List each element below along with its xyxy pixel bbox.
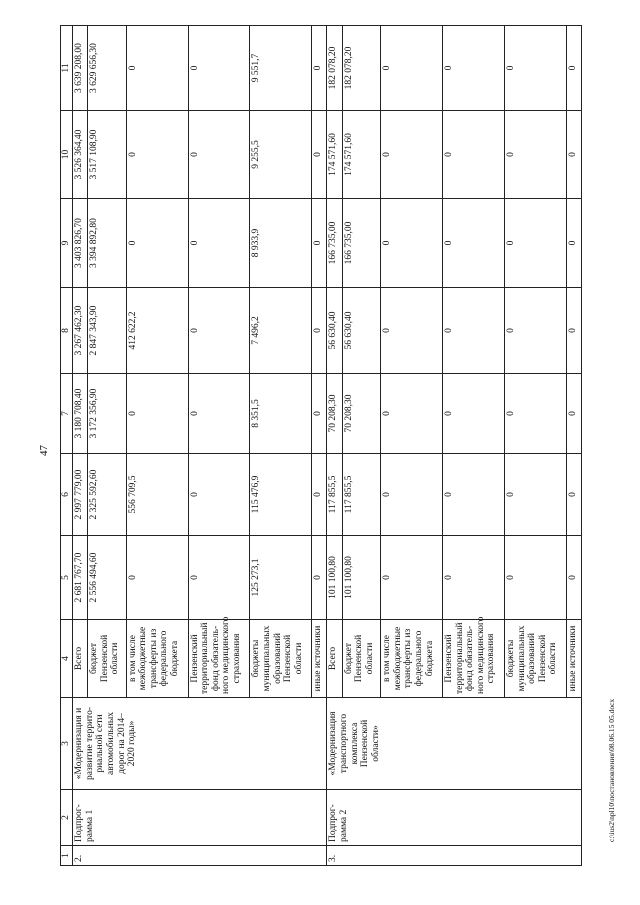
amount-cell: 0 (381, 199, 443, 288)
funding-source-cell: Пензенский территориальный фонд обязатель- ного медицинского страхования (188, 620, 250, 698)
amount-cell: 0 (442, 454, 504, 536)
amount-cell: 0 (312, 199, 327, 288)
amount-cell: 117 855,5 (342, 454, 381, 536)
amount-cell: 0 (504, 454, 566, 536)
table-row (73, 26, 88, 866)
amount-cell: 2 997 779,00 (73, 454, 88, 536)
amount-cell: 9 255,5 (250, 111, 312, 199)
subprogram-cell: Подпрог- рамма 2 (327, 790, 582, 846)
funding-source-cell: бюджет Пензенской области (342, 620, 381, 698)
funding-source-cell: иные источники (566, 620, 581, 698)
amount-cell: 0 (188, 454, 250, 536)
header-cell: 10 (61, 111, 73, 199)
amount-cell: 101 100,80 (342, 536, 381, 620)
header-cell: 4 (61, 620, 73, 698)
amount-cell: 0 (381, 26, 443, 111)
header-row (61, 26, 73, 866)
row-number-cell: 3. (327, 846, 582, 866)
amount-cell: 70 208,30 (327, 374, 342, 454)
amount-cell: 0 (126, 199, 188, 288)
amount-cell: 0 (381, 374, 443, 454)
amount-cell: 0 (381, 536, 443, 620)
amount-cell: 117 855,5 (327, 454, 342, 536)
amount-cell: 182 078,20 (327, 26, 342, 111)
amount-cell: 174 571,60 (327, 111, 342, 199)
funding-source-cell: бюджет Пензенской области (88, 620, 127, 698)
header-cell: 11 (61, 26, 73, 111)
amount-cell: 0 (188, 111, 250, 199)
amount-cell: 101 100,80 (327, 536, 342, 620)
amount-cell: 0 (566, 199, 581, 288)
amount-cell: 2 325 592,60 (88, 454, 127, 536)
amount-cell: 0 (188, 288, 250, 374)
amount-cell: 0 (381, 454, 443, 536)
amount-cell: 2 681 767,70 (73, 536, 88, 620)
amount-cell: 0 (312, 288, 327, 374)
amount-cell: 0 (442, 536, 504, 620)
subprogram-name-cell: «Модернизация транспортного комплекса Пензенской области» (327, 698, 582, 790)
amount-cell: 0 (442, 288, 504, 374)
header-cell: 9 (61, 199, 73, 288)
rotated-table-container (60, 26, 582, 866)
amount-cell: 0 (312, 26, 327, 111)
amount-cell: 166 735,00 (342, 199, 381, 288)
amount-cell: 182 078,20 (342, 26, 381, 111)
amount-cell: 0 (566, 454, 581, 536)
amount-cell: 3 180 708,40 (73, 374, 88, 454)
header-cell: 8 (61, 288, 73, 374)
amount-cell: 0 (566, 288, 581, 374)
amount-cell: 166 735,00 (327, 199, 342, 288)
amount-cell: 0 (566, 26, 581, 111)
subprogram-name-cell: «Модернизация и развитие террито- риальной сети автомобильных дорог на 2014– 2020 годы» (73, 698, 327, 790)
amount-cell: 2 556 494,60 (88, 536, 127, 620)
funding-source-cell: Всего (327, 620, 342, 698)
amount-cell: 0 (442, 374, 504, 454)
amount-cell: 0 (188, 536, 250, 620)
header-cell: 3 (61, 698, 73, 790)
amount-cell: 0 (312, 454, 327, 536)
row-number-cell: 2. (73, 846, 327, 866)
amount-cell: 0 (126, 536, 188, 620)
amount-cell: 0 (381, 288, 443, 374)
amount-cell: 0 (188, 26, 250, 111)
header-cell: 1 (61, 846, 73, 866)
amount-cell: 0 (188, 199, 250, 288)
amount-cell: 3 639 208,00 (73, 26, 88, 111)
header-cell: 7 (61, 374, 73, 454)
amount-cell: 0 (504, 288, 566, 374)
amount-cell: 0 (442, 111, 504, 199)
amount-cell: 3 403 826,70 (73, 199, 88, 288)
amount-cell: 0 (504, 26, 566, 111)
amount-cell: 0 (566, 374, 581, 454)
budget-table (60, 25, 582, 866)
header-cell: 6 (61, 454, 73, 536)
amount-cell: 2 847 343,90 (88, 288, 127, 374)
amount-cell: 8 351,5 (250, 374, 312, 454)
amount-cell: 3 267 462,30 (73, 288, 88, 374)
funding-source-cell: бюджеты муниципальных образований Пензенской области (250, 620, 312, 698)
file-path-footer: c:\ius2\npl10\постановления\08.06.15 05.docx (607, 698, 616, 842)
amount-cell: 115 476,9 (250, 454, 312, 536)
table-row (327, 26, 342, 866)
amount-cell: 3 526 364,40 (73, 111, 88, 199)
funding-source-cell: в том числе межбюджетные трансферты из федерального бюджета (381, 620, 443, 698)
amount-cell: 70 208,30 (342, 374, 381, 454)
amount-cell: 0 (566, 536, 581, 620)
funding-source-cell: в том числе межбюджетные трансферты из федерального бюджета (126, 620, 188, 698)
amount-cell: 556 709,5 (126, 454, 188, 536)
amount-cell: 0 (566, 111, 581, 199)
amount-cell: 9 551,7 (250, 26, 312, 111)
amount-cell: 3 517 108,90 (88, 111, 127, 199)
amount-cell: 0 (126, 374, 188, 454)
amount-cell: 56 630,40 (342, 288, 381, 374)
funding-source-cell: Всего (73, 620, 88, 698)
header-cell: 5 (61, 536, 73, 620)
funding-source-cell: бюджеты муниципальных образований Пензенской области (504, 620, 566, 698)
amount-cell: 0 (126, 111, 188, 199)
page-number: 47 (38, 445, 50, 456)
amount-cell: 0 (312, 374, 327, 454)
amount-cell: 0 (442, 199, 504, 288)
amount-cell: 8 933,9 (250, 199, 312, 288)
amount-cell: 0 (504, 536, 566, 620)
amount-cell: 7 496,2 (250, 288, 312, 374)
amount-cell: 0 (504, 374, 566, 454)
funding-source-cell: иные источники (312, 620, 327, 698)
amount-cell: 3 629 656,30 (88, 26, 127, 111)
amount-cell: 174 571,60 (342, 111, 381, 199)
amount-cell: 3 172 356,90 (88, 374, 127, 454)
amount-cell: 412 622,2 (126, 288, 188, 374)
amount-cell: 0 (504, 199, 566, 288)
amount-cell: 0 (381, 111, 443, 199)
subprogram-cell: Подпрог- рамма 1 (73, 790, 327, 846)
amount-cell: 0 (504, 111, 566, 199)
amount-cell: 56 630,40 (327, 288, 342, 374)
header-cell: 2 (61, 790, 73, 846)
funding-source-cell: Пензенский территориальный фонд обязатель- ного медицинского страхования (442, 620, 504, 698)
amount-cell: 0 (188, 374, 250, 454)
amount-cell: 0 (312, 536, 327, 620)
amount-cell: 0 (442, 26, 504, 111)
amount-cell: 125 273,1 (250, 536, 312, 620)
amount-cell: 0 (312, 111, 327, 199)
amount-cell: 3 394 892,80 (88, 199, 127, 288)
amount-cell: 0 (126, 26, 188, 111)
